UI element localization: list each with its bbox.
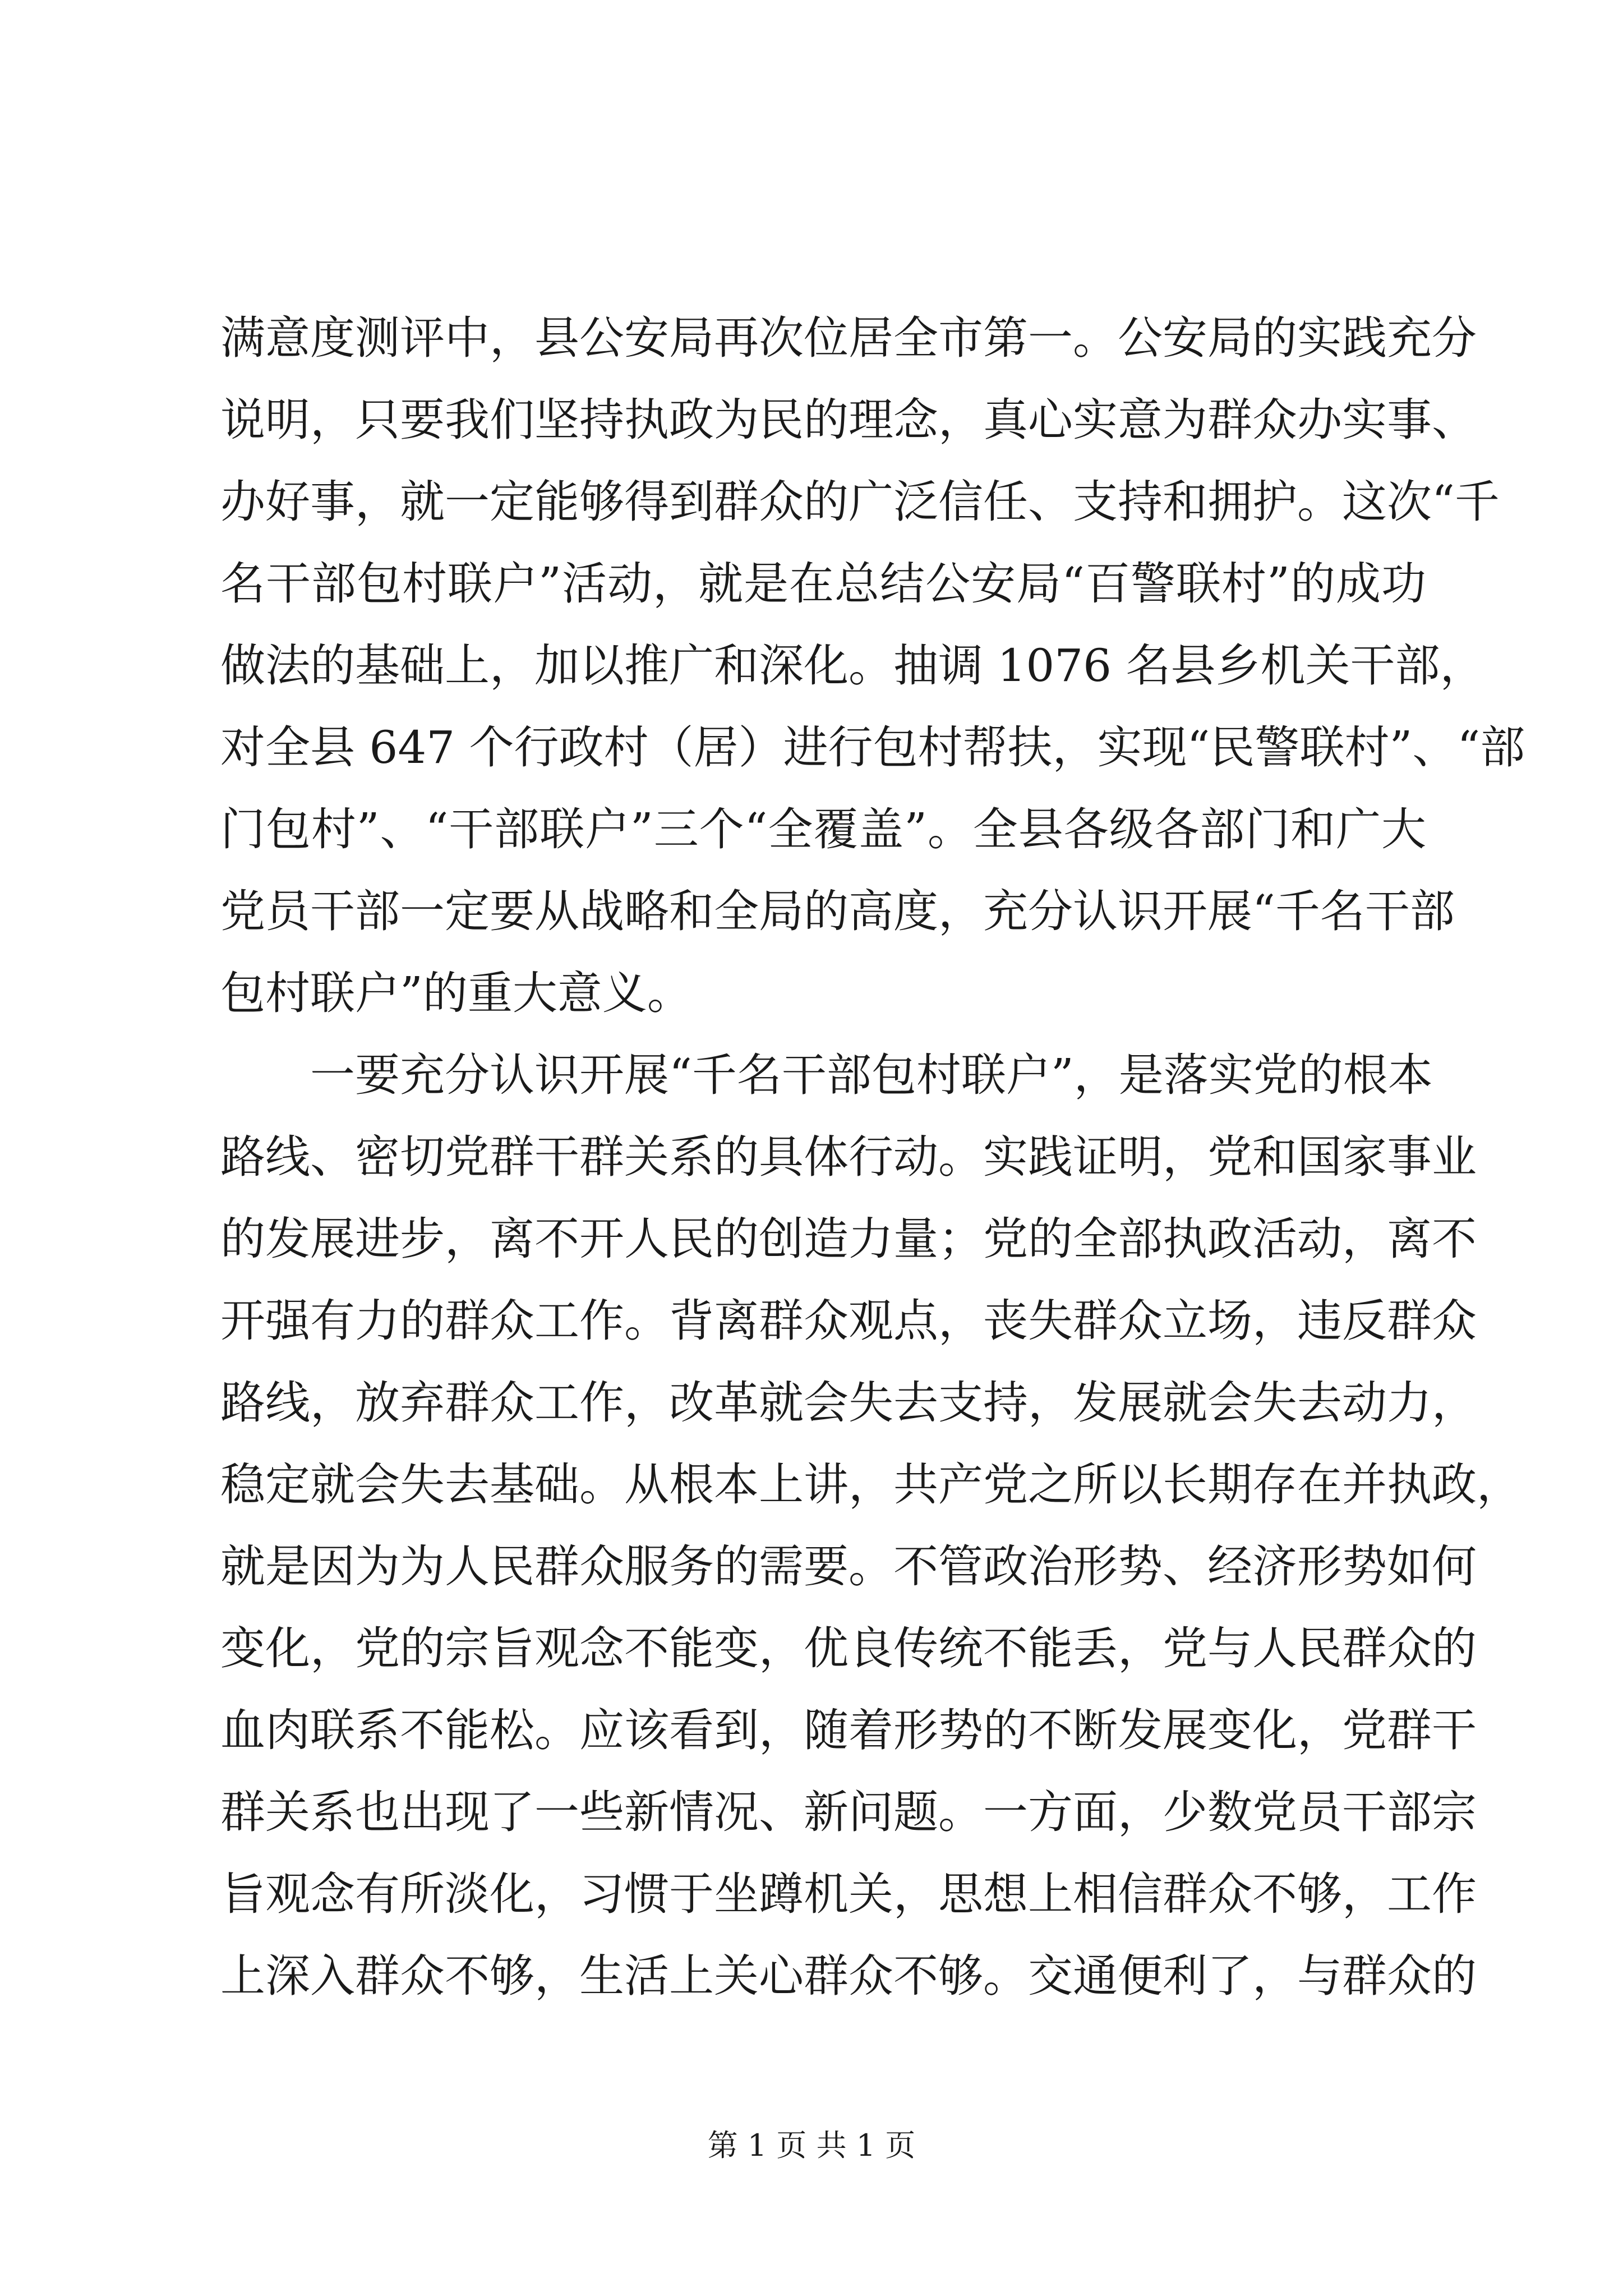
page-footer — [0, 2126, 1623, 2165]
text-line: 满意度测评中，县公安局再次位居全市第一。公安局的实践充分 — [220, 312, 1477, 364]
text-line: 名干部包村联户”活动，就是在总结公安局“百警联村”的成功 — [220, 558, 1426, 610]
text-line: 稳定就会失去基础。从根本上讲，共产党之所以长期存在并执政， — [220, 1458, 1521, 1511]
text-line: 上深入群众不够，生活上关心群众不够。交通便利了，与群众的 — [220, 1950, 1477, 2002]
text-line: 门包村”、“干部联户”三个“全覆盖”。全县各级各部门和广大 — [220, 803, 1426, 855]
text-line: 开强有力的群众工作。背离群众观点，丧失群众立场，违反群众 — [220, 1295, 1477, 1347]
text-line: 变化，党的宗旨观念不能变，优良传统不能丢，党与人民群众的 — [220, 1622, 1477, 1674]
paragraph-first-line: 一要充分认识开展“千名干部包村联户”，是落实党的根本 — [310, 1049, 1433, 1101]
text-line: 包村联户”的重大意义。 — [220, 967, 692, 1019]
text-line: 做法的基础上，加以推广和深化。抽调 1076 名县乡机关干部， — [220, 639, 1485, 692]
page-number: 第 1 页 共 1 页 — [707, 2128, 916, 2163]
text-line: 就是因为为人民群众服务的需要。不管政治形势、经济形势如何 — [220, 1540, 1477, 1593]
text-line: 路线、密切党群干群关系的具体行动。实践证明，党和国家事业 — [220, 1131, 1477, 1183]
text-line: 说明，只要我们坚持执政为民的理念，真心实意为群众办实事、 — [220, 394, 1477, 446]
text-line: 群关系也出现了一些新情况、新问题。一方面，少数党员干部宗 — [220, 1786, 1477, 1838]
text-line: 血肉联系不能松。应该看到，随着形势的不断发展变化，党群干 — [220, 1704, 1477, 1756]
text-line: 对全县 647 个行政村（居）进行包村帮扶，实现“民警联村”、“部 — [220, 721, 1525, 774]
text-line: 党员干部一定要从战略和全局的高度，充分认识开展“千名干部 — [220, 885, 1455, 937]
text-line: 路线，放弃群众工作，改革就会失去支持，发展就会失去动力， — [220, 1377, 1477, 1429]
text-line: 办好事，就一定能够得到群众的广泛信任、支持和拥护。这次“千 — [220, 476, 1500, 528]
document-body — [220, 297, 1525, 2017]
text-line: 的发展进步，离不开人民的创造力量；党的全部执政活动，离不 — [220, 1213, 1477, 1265]
text-line: 旨观念有所淡化，习惯于坐蹲机关，思想上相信群众不够，工作 — [220, 1868, 1477, 1920]
